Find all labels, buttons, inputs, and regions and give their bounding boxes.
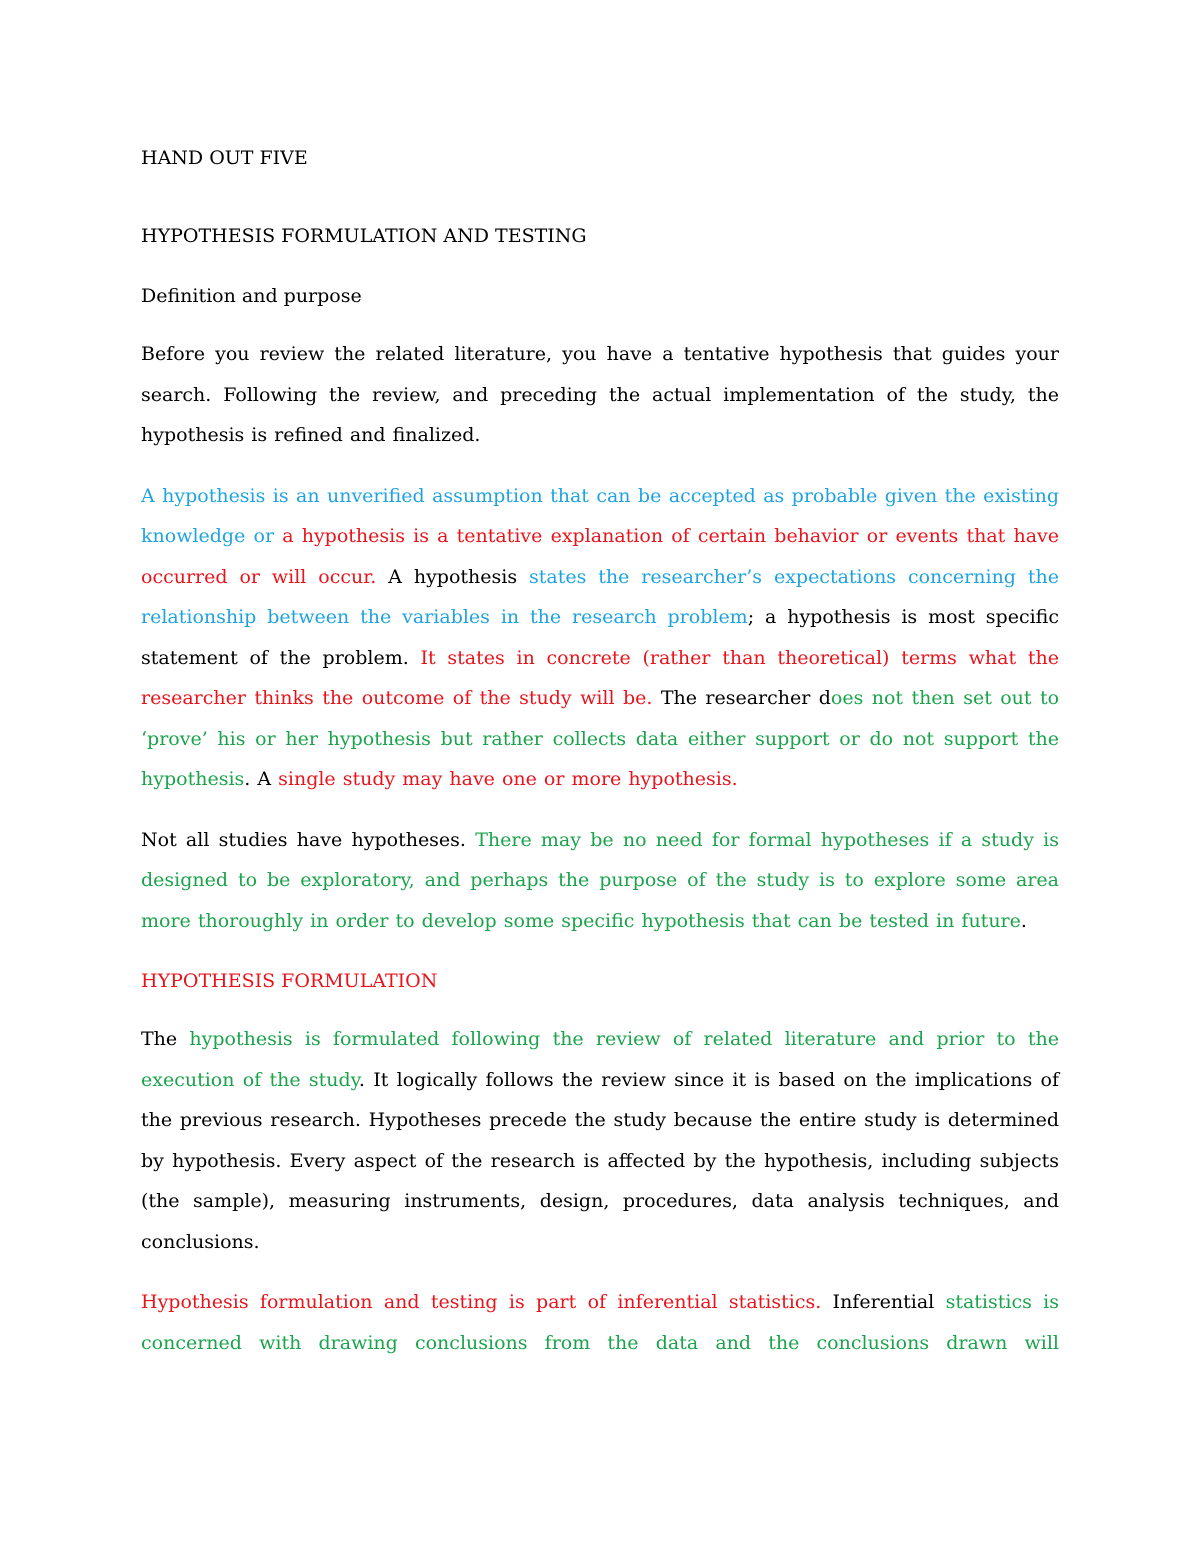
paragraph-not-all-studies	[141, 820, 1059, 942]
paragraph-hypothesis-definition	[141, 476, 1059, 800]
text-span: The researcher d	[652, 687, 831, 709]
handout-title: HAND OUT FIVE	[141, 147, 308, 169]
text-span: a hypothesis is a tentative explanation of certain behavior or events that have occurred or will occur.	[141, 525, 1060, 588]
text-span: Not all studies have hypotheses.	[141, 828, 476, 851]
text-span: It states in concrete (rather than theoretical) terms what the researcher thinks the outcome of the study will be.	[141, 646, 1059, 709]
text-span: oes not then set out to ‘prove’ his or her hypothesis but rather collects data either support or do not support the hypothesis	[141, 687, 1060, 790]
text-span: statistics is concerned with drawing conclusions from the data and the conclusions drawn will	[141, 1291, 1059, 1354]
text-span: hypothesis is formulated following the review of related literature and prior to the execution of the study	[141, 1028, 1059, 1091]
text-span: single study may have one or more hypothesis.	[278, 768, 738, 790]
text-span: . A	[244, 768, 279, 790]
section-heading-formulation: HYPOTHESIS FORMULATION	[141, 970, 438, 992]
text-span: A hypothesis is an unverified assumption that can be accepted as probable given the existing knowledge or	[141, 484, 1059, 547]
text-span: .	[1020, 909, 1027, 932]
paragraph-intro: Before you review the related literature, you have a tentative hypothesis that guides your search. Following the review, and preceding the actual implementation of the study, the hypothesis is refined and finalized.	[141, 343, 1059, 446]
text-span: The	[141, 1028, 190, 1050]
document-body	[141, 138, 1059, 1383]
text-span: states the researcher’s expectations concerning the relationship between the variables in the research problem	[141, 565, 1059, 628]
text-span: . It logically follows the review since it is based on the implications of the previous research. Hypotheses precede the study because the entire study is determined by hypothesis. Every aspect of the research is affected by the hypothesis, including subjects (the sample), measuring instruments, design, procedures, data analysis techniques, and conclusions.	[141, 1068, 1060, 1253]
text-span: A hypothesis	[376, 565, 530, 588]
paragraph-formulation	[141, 1019, 1059, 1262]
text-span: ; a hypothesis is most specific statement of the problem.	[141, 606, 1059, 669]
text-span: Inferential	[821, 1291, 946, 1313]
paragraph-inferential	[141, 1282, 1059, 1363]
section-heading-definition: Definition and purpose	[141, 285, 362, 307]
text-span: There may be no need for formal hypotheses if a study is designed to be exploratory, and perhaps the purpose of the study is to explore some area more thoroughly in order to develop some specific hypothesis that can be tested in future	[141, 828, 1059, 932]
document-subtitle: HYPOTHESIS FORMULATION AND TESTING	[141, 225, 587, 247]
text-span: Hypothesis formulation and testing is part of inferential statistics.	[141, 1291, 822, 1313]
